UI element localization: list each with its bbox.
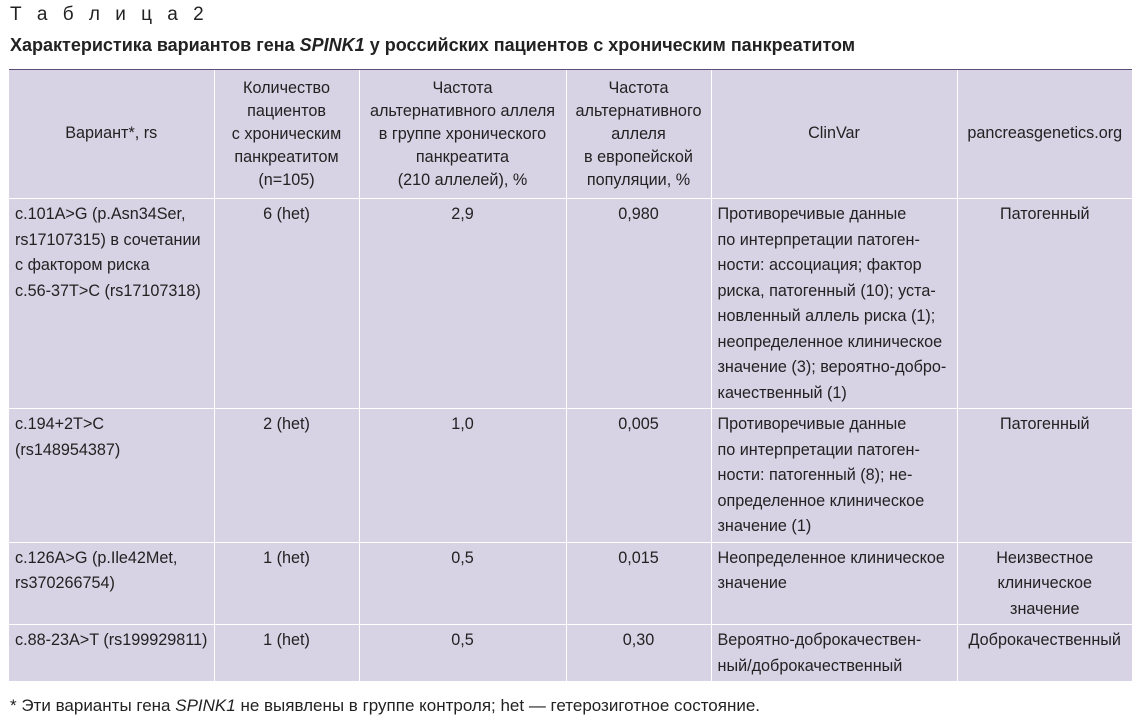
- cell-clinvar: [711, 625, 957, 682]
- cell-patients: 2 (het): [214, 409, 359, 543]
- cell-line: с фактором риска: [15, 256, 150, 274]
- cell-clinvar: [711, 199, 957, 409]
- cell-freq-cp: 2,9: [359, 199, 566, 409]
- cell-line: rs370266754): [15, 574, 115, 592]
- variants-table: [9, 70, 1132, 681]
- header-line: пациентов: [247, 101, 326, 120]
- header-line: панкреатита: [415, 147, 510, 166]
- header-line: популяции, %: [586, 170, 691, 189]
- table-row: [9, 409, 1132, 543]
- footnote-post: не выявлены в группе контроля; het — гетерозиготное состояние.: [235, 696, 761, 715]
- header-line: в европейской: [584, 147, 693, 166]
- header-line: (n=105): [258, 170, 315, 189]
- cell-patients: 6 (het): [214, 199, 359, 409]
- header-line: Частота: [432, 78, 493, 97]
- footnote-pre: * Эти варианты гена: [10, 696, 176, 715]
- header-variant: Вариант*, rs: [9, 70, 214, 199]
- table-row: [9, 625, 1132, 682]
- cell-line: неопределенное клиническое: [717, 332, 943, 351]
- cell-freq-eu: 0,005: [566, 409, 711, 543]
- cell-line: ности: ассоциация; фактор: [717, 256, 922, 274]
- cell-variant: [9, 409, 214, 543]
- table-body: [9, 199, 1132, 682]
- footnote-gene: SPINK1: [175, 696, 236, 715]
- cell-line: Неизвестное: [996, 548, 1094, 567]
- header-line: аллеля: [611, 124, 666, 143]
- cell-line: Вероятно-доброкачествен-: [717, 631, 922, 649]
- cell-pancreas: [957, 199, 1132, 409]
- cell-line: Противоречивые данные: [717, 205, 907, 223]
- caption-pre: Характеристика вариантов гена: [10, 35, 300, 55]
- cell-line: значение (3); вероятно-добро-: [717, 358, 947, 376]
- cell-line: по интерпретации патоген-: [717, 440, 920, 459]
- header-freq-eu: [566, 70, 711, 199]
- table-row: [9, 542, 1132, 625]
- cell-freq-eu: 0,30: [566, 625, 711, 682]
- cell-line: c.56-37T>C (rs17107318): [15, 281, 201, 300]
- cell-variant: [9, 542, 214, 625]
- cell-line: новленный аллель риска (1);: [717, 307, 936, 325]
- cell-variant: [9, 625, 214, 682]
- header-line: альтернативного: [575, 101, 702, 120]
- footnote: [10, 696, 760, 716]
- cell-line: ный/доброкачественный: [717, 656, 903, 675]
- cell-line: значение: [1010, 599, 1080, 618]
- cell-clinvar: [711, 542, 957, 625]
- header-line: альтернативного аллеля: [369, 101, 556, 120]
- cell-line: c.194+2T>C (rs148954387): [15, 415, 121, 459]
- cell-line: значение (1): [717, 517, 812, 535]
- cell-line: по интерпретации патоген-: [717, 230, 920, 249]
- table-caption: [10, 35, 855, 56]
- header-line: в группе хронического: [378, 124, 547, 143]
- header-pancreas: pancreasgenetics.org: [957, 70, 1132, 199]
- table-row: [9, 199, 1132, 409]
- cell-line: Патогенный: [999, 415, 1090, 433]
- cell-patients: 1 (het): [214, 542, 359, 625]
- cell-freq-eu: 0,015: [566, 542, 711, 625]
- cell-line: c.126A>G (p.Ile42Met,: [15, 548, 178, 567]
- header-line: панкреатитом: [234, 147, 339, 166]
- cell-line: Противоречивые данные: [717, 415, 907, 433]
- cell-variant: [9, 199, 214, 409]
- header-line: с хроническим: [231, 124, 342, 143]
- cell-line: значение: [717, 574, 787, 592]
- header-patients: [214, 70, 359, 199]
- caption-post: у российских пациентов с хроническим панкреатитом: [364, 35, 856, 55]
- cell-line: c.101A>G (p.Asn34Ser,: [15, 205, 186, 223]
- caption-gene: SPINK1: [299, 35, 365, 55]
- cell-line: c.88-23A>T (rs199929811): [15, 631, 208, 649]
- cell-pancreas: [957, 542, 1132, 625]
- header-clinvar: ClinVar: [711, 70, 957, 199]
- cell-line: rs17107315) в сочетании: [15, 230, 201, 249]
- cell-pancreas: [957, 625, 1132, 682]
- cell-line: качественный (1): [717, 383, 847, 402]
- cell-pancreas: [957, 409, 1132, 543]
- cell-line: риска, патогенный (10); уста-: [717, 281, 936, 300]
- table-container: [9, 69, 1132, 681]
- header-row: [9, 70, 1132, 199]
- cell-line: определенное клиническое: [717, 491, 925, 510]
- cell-freq-eu: 0,980: [566, 199, 711, 409]
- cell-patients: 1 (het): [214, 625, 359, 682]
- header-freq-cp: [359, 70, 566, 199]
- cell-freq-cp: 0,5: [359, 542, 566, 625]
- header-line: (210 аллелей), %: [397, 170, 528, 189]
- cell-line: Доброкачественный: [968, 631, 1121, 649]
- cell-clinvar: [711, 409, 957, 543]
- cell-line: клиническое: [997, 574, 1093, 592]
- header-line: Частота: [608, 78, 669, 97]
- cell-line: Неопределенное клиническое: [717, 548, 945, 567]
- cell-line: ности: патогенный (8); не-: [717, 466, 913, 484]
- cell-freq-cp: 1,0: [359, 409, 566, 543]
- header-line: Количество: [243, 78, 330, 97]
- cell-line: Патогенный: [999, 205, 1090, 223]
- table-label: Т а б л и ц а 2: [10, 4, 209, 25]
- cell-freq-cp: 0,5: [359, 625, 566, 682]
